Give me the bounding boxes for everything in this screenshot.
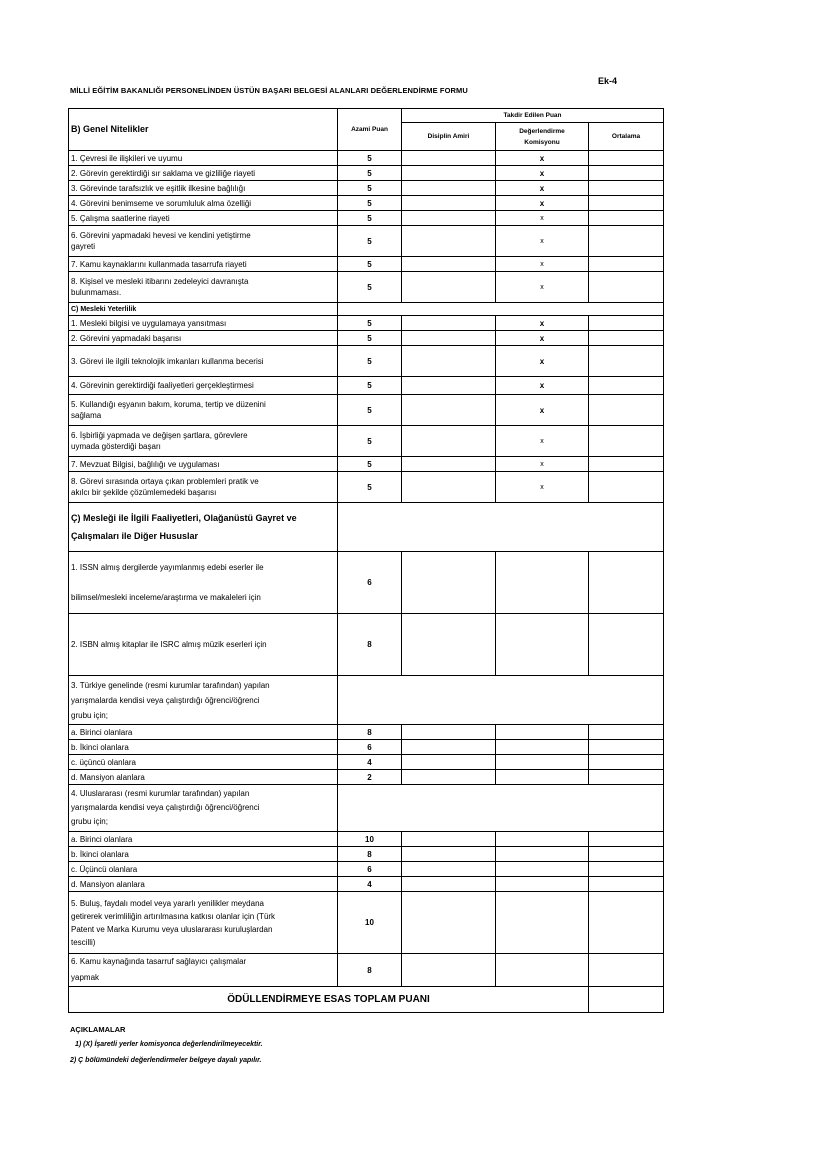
- row-max: 2: [338, 770, 402, 785]
- table-row: [69, 847, 664, 862]
- row-max: 8: [338, 847, 402, 862]
- disiplin-cell[interactable]: [402, 614, 496, 676]
- group-blank: [338, 676, 664, 725]
- komisyon-cell[interactable]: [496, 892, 589, 954]
- col-max-points: Azami Puan: [338, 109, 402, 151]
- row-label: 6. Görevini yapmadaki hevesi ve kendini yetiştirme gayreti: [69, 226, 338, 257]
- ortalama-cell[interactable]: [589, 954, 664, 987]
- row-label: c. Üçüncü olanlara: [69, 862, 338, 877]
- row-label: 6. Kamu kaynağında tasarruf sağlayıcı çalışmalar yapmak: [69, 954, 338, 987]
- table-row: [69, 614, 664, 676]
- disiplin-cell[interactable]: [402, 346, 496, 377]
- ortalama-cell[interactable]: [589, 725, 664, 740]
- note-1: 1) (X) İşaretli yerler komisyonca değerlendirilmeyecektir.: [75, 1041, 263, 1048]
- disiplin-cell[interactable]: [402, 457, 496, 472]
- row-max: 10: [338, 892, 402, 954]
- komisyon-cell[interactable]: [496, 725, 589, 740]
- ortalama-cell[interactable]: [589, 472, 664, 503]
- row-label: 2. Görevin gerektirdiği sır saklama ve gizliliğe riayeti: [69, 166, 338, 181]
- disiplin-cell[interactable]: [402, 226, 496, 257]
- disiplin-cell[interactable]: [402, 472, 496, 503]
- komisyon-x-mark: x: [496, 211, 589, 226]
- row-label: 3. Görevi ile ilgili teknolojik imkanları kullanma becerisi: [69, 346, 338, 377]
- row-label: 4. Görevini benimseme ve sorumluluk alma özelliği: [69, 196, 338, 211]
- komisyon-cell[interactable]: [496, 862, 589, 877]
- row-label: c. üçüncü olanlara: [69, 755, 338, 770]
- table-row: [69, 832, 664, 847]
- row-label: 1. Çevresi ile ilişkileri ve uyumu: [69, 151, 338, 166]
- table-row: [69, 770, 664, 785]
- total-points-cell[interactable]: [589, 987, 664, 1013]
- row-max: 4: [338, 877, 402, 892]
- table-row: [69, 316, 664, 331]
- evaluation-table: [68, 108, 664, 1013]
- ortalama-cell[interactable]: [589, 395, 664, 426]
- komisyon-x-mark: x: [496, 377, 589, 395]
- table-row: [69, 395, 664, 426]
- row-max: 8: [338, 954, 402, 987]
- row-max: 5: [338, 151, 402, 166]
- disiplin-cell[interactable]: [402, 954, 496, 987]
- row-label: 5. Kullandığı eşyanın bakım, koruma, tertip ve düzenini sağlama: [69, 395, 338, 426]
- row-label: 8. Görevi sırasında ortaya çıkan problemleri pratik ve akılcı bir şekilde çözümlemedeki başarısı: [69, 472, 338, 503]
- row-max: 6: [338, 862, 402, 877]
- total-points-label: ÖDÜLLENDİRMEYE ESAS TOPLAM PUANI: [69, 987, 589, 1013]
- ortalama-cell[interactable]: [589, 862, 664, 877]
- disiplin-cell[interactable]: [402, 725, 496, 740]
- table-row: [69, 211, 664, 226]
- row-label: 3. Görevinde tarafsızlık ve eşitlik ilkesine bağlılığı: [69, 181, 338, 196]
- table-row: [69, 892, 664, 954]
- disiplin-cell[interactable]: [402, 426, 496, 457]
- notes-heading: AÇIKLAMALAR: [70, 1025, 126, 1034]
- ortalama-cell[interactable]: [589, 166, 664, 181]
- section-c-blank: [338, 303, 664, 316]
- row-label: 8. Kişisel ve mesleki itibarını zedeleyici davranışta bulunmaması.: [69, 272, 338, 303]
- row-label: 3. Türkiye genelinde (resmi kurumlar tarafından) yapılan yarışmalarda kendisi veya çalıştırdığı öğrenci/öğrenci grubu için;: [69, 676, 338, 725]
- komisyon-cell[interactable]: [496, 614, 589, 676]
- komisyon-cell[interactable]: [496, 770, 589, 785]
- col-ortalama: Ortalama: [589, 123, 664, 151]
- ortalama-cell[interactable]: [589, 614, 664, 676]
- table-row: [69, 166, 664, 181]
- section-c-heading: C) Mesleki Yeterlilik: [69, 303, 338, 316]
- row-max: 5: [338, 377, 402, 395]
- table-row: [69, 725, 664, 740]
- table-row: [69, 954, 664, 987]
- disiplin-cell[interactable]: [402, 755, 496, 770]
- disiplin-cell[interactable]: [402, 331, 496, 346]
- disiplin-cell[interactable]: [402, 892, 496, 954]
- row-label: b. İkinci olanlara: [69, 847, 338, 862]
- table-row: [69, 740, 664, 755]
- ortalama-cell[interactable]: [589, 552, 664, 614]
- komisyon-cell[interactable]: [496, 877, 589, 892]
- komisyon-cell[interactable]: [496, 832, 589, 847]
- disiplin-cell[interactable]: [402, 377, 496, 395]
- row-label: 1. ISSN almış dergilerde yayımlanmış edebi eserler ile bilimsel/mesleki inceleme/araştırma ve makaleleri için: [69, 552, 338, 614]
- table-row: [69, 226, 664, 257]
- komisyon-x-mark: x: [496, 181, 589, 196]
- komisyon-x-mark: x: [496, 331, 589, 346]
- row-max: 5: [338, 211, 402, 226]
- row-max: 5: [338, 346, 402, 377]
- table-row: [69, 151, 664, 166]
- ortalama-cell[interactable]: [589, 211, 664, 226]
- komisyon-x-mark: x: [496, 196, 589, 211]
- disiplin-cell[interactable]: [402, 181, 496, 196]
- row-max: 5: [338, 166, 402, 181]
- table-row: [69, 346, 664, 377]
- komisyon-x-mark: x: [496, 226, 589, 257]
- table-row: [69, 257, 664, 272]
- ortalama-cell[interactable]: [589, 346, 664, 377]
- disiplin-cell[interactable]: [402, 770, 496, 785]
- disiplin-cell[interactable]: [402, 877, 496, 892]
- disiplin-cell[interactable]: [402, 552, 496, 614]
- section-cc-blank: [338, 503, 664, 552]
- komisyon-x-mark: x: [496, 166, 589, 181]
- ortalama-cell[interactable]: [589, 181, 664, 196]
- table-row: [69, 272, 664, 303]
- ortalama-cell[interactable]: [589, 151, 664, 166]
- komisyon-x-mark: x: [496, 257, 589, 272]
- row-label: b. İkinci olanlara: [69, 740, 338, 755]
- table-row: [69, 196, 664, 211]
- row-max: 6: [338, 552, 402, 614]
- ortalama-cell[interactable]: [589, 770, 664, 785]
- row-max: 8: [338, 614, 402, 676]
- disiplin-cell[interactable]: [402, 211, 496, 226]
- komisyon-x-mark: x: [496, 316, 589, 331]
- ortalama-cell[interactable]: [589, 740, 664, 755]
- row-label: 7. Mevzuat Bilgisi, bağlılığı ve uygulaması: [69, 457, 338, 472]
- ortalama-cell[interactable]: [589, 832, 664, 847]
- ortalama-cell[interactable]: [589, 226, 664, 257]
- row-label: 2. ISBN almış kitaplar ile ISRC almış müzik eserleri için: [69, 614, 338, 676]
- row-label: a. Birinci olanlara: [69, 725, 338, 740]
- row-max: 5: [338, 196, 402, 211]
- disiplin-cell[interactable]: [402, 316, 496, 331]
- table-row: [69, 552, 664, 614]
- ortalama-cell[interactable]: [589, 377, 664, 395]
- row-max: 5: [338, 395, 402, 426]
- komisyon-cell[interactable]: [496, 954, 589, 987]
- row-label: d. Mansiyon alanlara: [69, 877, 338, 892]
- row-label: 6. İşbirliği yapmada ve değişen şartlara, görevlere uymada gösterdiği başarı: [69, 426, 338, 457]
- ortalama-cell[interactable]: [589, 755, 664, 770]
- disiplin-cell[interactable]: [402, 166, 496, 181]
- row-label: 4. Uluslararası (resmi kurumlar tarafından) yapılan yarışmalarda kendisi veya çalıştırdığı öğrenci/öğrenci grubu için;: [69, 785, 338, 832]
- row-max: 4: [338, 755, 402, 770]
- row-max: 10: [338, 832, 402, 847]
- disiplin-cell[interactable]: [402, 395, 496, 426]
- row-max: 5: [338, 472, 402, 503]
- row-max: 5: [338, 331, 402, 346]
- row-label: 5. Buluş, faydalı model veya yararlı yenilikler meydana getirerek verimliliğin artırılmasına katkısı olanlar için (Türk Patent ve Marka Kurumu veya uluslararası kuruluşlardan tescilli): [69, 892, 338, 954]
- table-row: [69, 755, 664, 770]
- table-row: [69, 472, 664, 503]
- ortalama-cell[interactable]: [589, 877, 664, 892]
- section-cc-heading: Ç) Mesleği ile İlgili Faaliyetleri, Olağanüstü Gayret ve Çalışmaları ile Diğer Hususlar: [69, 503, 338, 552]
- row-label: 7. Kamu kaynaklarını kullanmada tasarrufa riayeti: [69, 257, 338, 272]
- komisyon-x-mark: x: [496, 457, 589, 472]
- row-label: d. Mansiyon alanlara: [69, 770, 338, 785]
- ortalama-cell[interactable]: [589, 426, 664, 457]
- table-row: [69, 377, 664, 395]
- disiplin-cell[interactable]: [402, 272, 496, 303]
- row-label: a. Birinci olanlara: [69, 832, 338, 847]
- row-max: 8: [338, 725, 402, 740]
- row-label: 4. Görevinin gerektirdiği faaliyetleri gerçekleştirmesi: [69, 377, 338, 395]
- col-komisyon: Değerlendirme Komisyonu: [496, 123, 589, 151]
- ortalama-cell[interactable]: [589, 257, 664, 272]
- section-b-heading: B) Genel Nitelikler: [69, 109, 338, 151]
- ortalama-cell[interactable]: [589, 196, 664, 211]
- ortalama-cell[interactable]: [589, 847, 664, 862]
- row-max: 5: [338, 181, 402, 196]
- ortalama-cell[interactable]: [589, 272, 664, 303]
- komisyon-cell[interactable]: [496, 755, 589, 770]
- disiplin-cell[interactable]: [402, 847, 496, 862]
- disiplin-cell[interactable]: [402, 257, 496, 272]
- row-max: 5: [338, 426, 402, 457]
- col-given-points: Takdir Edilen Puan: [402, 109, 664, 123]
- disiplin-cell[interactable]: [402, 196, 496, 211]
- ortalama-cell[interactable]: [589, 331, 664, 346]
- row-max: 5: [338, 316, 402, 331]
- annex-label: Ek-4: [598, 76, 618, 86]
- table-row: [69, 181, 664, 196]
- table-row: [69, 877, 664, 892]
- row-max: 5: [338, 257, 402, 272]
- ortalama-cell[interactable]: [589, 316, 664, 331]
- komisyon-x-mark: x: [496, 426, 589, 457]
- komisyon-cell[interactable]: [496, 740, 589, 755]
- row-max: 6: [338, 740, 402, 755]
- disiplin-cell[interactable]: [402, 740, 496, 755]
- ortalama-cell[interactable]: [589, 457, 664, 472]
- disiplin-cell[interactable]: [402, 151, 496, 166]
- komisyon-x-mark: x: [496, 472, 589, 503]
- table-row: [69, 426, 664, 457]
- disiplin-cell[interactable]: [402, 862, 496, 877]
- ortalama-cell[interactable]: [589, 892, 664, 954]
- komisyon-x-mark: x: [496, 272, 589, 303]
- row-max: 5: [338, 226, 402, 257]
- note-2: 2) Ç bölümündeki değerlendirmeler belgeye dayalı yapılır.: [70, 1057, 262, 1064]
- table-row: [69, 862, 664, 877]
- table-row: [69, 331, 664, 346]
- komisyon-x-mark: x: [496, 395, 589, 426]
- disiplin-cell[interactable]: [402, 832, 496, 847]
- komisyon-x-mark: x: [496, 346, 589, 377]
- row-label: 1. Mesleki bilgisi ve uygulamaya yansıtması: [69, 316, 338, 331]
- row-max: 5: [338, 272, 402, 303]
- form-title: MİLLİ EĞİTİM BAKANLIĞI PERSONELİNDEN ÜSTÜN BAŞARI BELGESİ ALANLARI DEĞERLENDİRME FORMU: [70, 86, 468, 95]
- col-disiplin-amiri: Disiplin Amiri: [402, 123, 496, 151]
- row-label: 5. Çalışma saatlerine riayeti: [69, 211, 338, 226]
- row-label: 2. Görevini yapmadaki başarısı: [69, 331, 338, 346]
- table-row: [69, 457, 664, 472]
- group-blank: [338, 785, 664, 832]
- komisyon-x-mark: x: [496, 151, 589, 166]
- komisyon-cell[interactable]: [496, 847, 589, 862]
- komisyon-cell[interactable]: [496, 552, 589, 614]
- row-max: 5: [338, 457, 402, 472]
